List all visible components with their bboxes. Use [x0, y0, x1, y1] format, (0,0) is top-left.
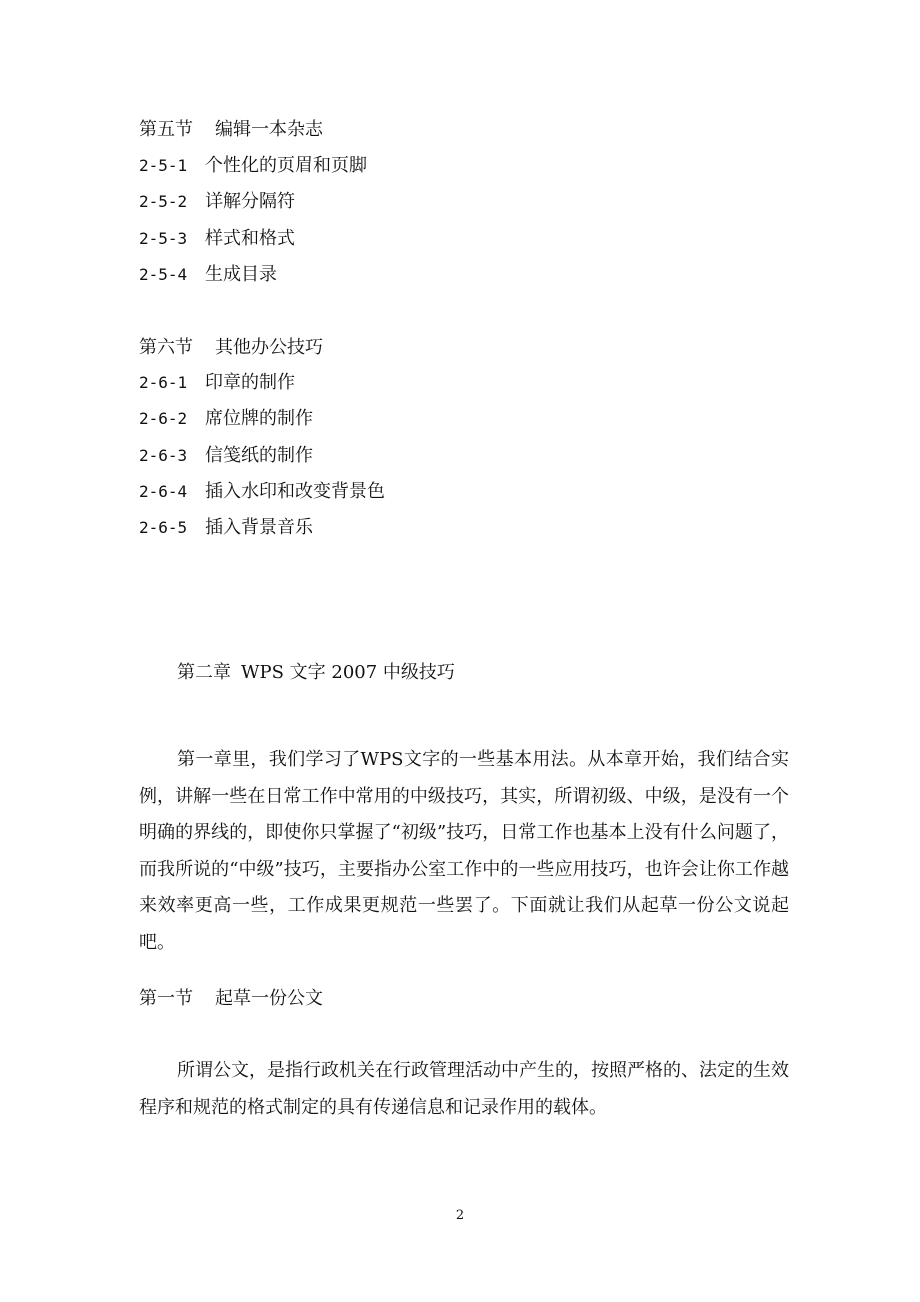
- section-heading-5: [139, 119, 323, 141]
- section-label: 第六节: [139, 337, 193, 358]
- toc-item-number: 2-5-2: [139, 192, 188, 211]
- section-label: 第一节: [139, 988, 193, 1009]
- toc-item-number: 2-6-1: [139, 373, 188, 392]
- toc-item-title: 信笺纸的制作: [205, 445, 313, 466]
- toc-item-title: 样式和格式: [205, 228, 295, 249]
- toc-item-number: 2-6-5: [139, 518, 188, 537]
- toc-item-title: 插入水印和改变背景色: [205, 481, 385, 502]
- toc-item-2-6-4: [139, 481, 385, 503]
- toc-item-title: 个性化的页眉和页脚: [205, 155, 367, 176]
- toc-item-2-6-2: [139, 408, 313, 430]
- toc-item-2-5-2: [139, 191, 295, 213]
- section-heading-6: [139, 337, 323, 359]
- section-title: 其他办公技巧: [215, 337, 323, 358]
- toc-item-title: 生成目录: [205, 264, 277, 285]
- toc-item-2-6-3: [139, 445, 313, 467]
- section-heading-1: [139, 988, 323, 1010]
- chapter-label: 第二章: [177, 662, 231, 683]
- toc-item-number: 2-6-4: [139, 482, 188, 501]
- toc-item-number: 2-5-3: [139, 229, 188, 248]
- section-title: 起草一份公文: [215, 988, 323, 1009]
- toc-item-number: 2-5-1: [139, 156, 188, 175]
- toc-item-number: 2-5-4: [139, 265, 188, 284]
- toc-item-title: 详解分隔符: [205, 191, 295, 212]
- toc-item-number: 2-6-3: [139, 446, 188, 465]
- toc-item-title: 印章的制作: [205, 372, 295, 393]
- section-title: 编辑一本杂志: [215, 119, 323, 140]
- intro-paragraph: 第一章里，我们学习了WPS文字的一些基本用法。从本章开始，我们结合实例，讲解一些在日常工作中常用的中级技巧，其实，所谓初级、中级，是没有一个明确的界线的，即使你只掌握了“初级”技巧，日常工作也基本上没有什么问题了，而我所说的“中级”技巧，主要指办公室工作中的一些应用技巧，也许会让你工作越来效率更高一些，工作成果更规范一些罢了。下面就让我们从起草一份公文说起吧。: [139, 749, 789, 953]
- chapter-heading: [177, 660, 455, 686]
- toc-item-2-6-5: [139, 517, 313, 539]
- toc-item-2-5-4: [139, 264, 277, 286]
- toc-item-title: 插入背景音乐: [205, 517, 313, 538]
- toc-item-title: 席位牌的制作: [205, 408, 313, 429]
- toc-item-number: 2-6-2: [139, 409, 188, 428]
- toc-item-2-5-1: [139, 155, 367, 177]
- page-number: 2: [455, 1208, 465, 1223]
- toc-item-2-5-3: [139, 228, 295, 250]
- section1-paragraph: 所谓公文，是指行政机关在行政管理活动中产生的，按照严格的、法定的生效程序和规范的格式制定的具有传递信息和记录作用的载体。: [139, 1060, 789, 1118]
- chapter-title: WPS 文字 2007 中级技巧: [241, 662, 455, 683]
- section-label: 第五节: [139, 119, 193, 140]
- toc-item-2-6-1: [139, 372, 295, 394]
